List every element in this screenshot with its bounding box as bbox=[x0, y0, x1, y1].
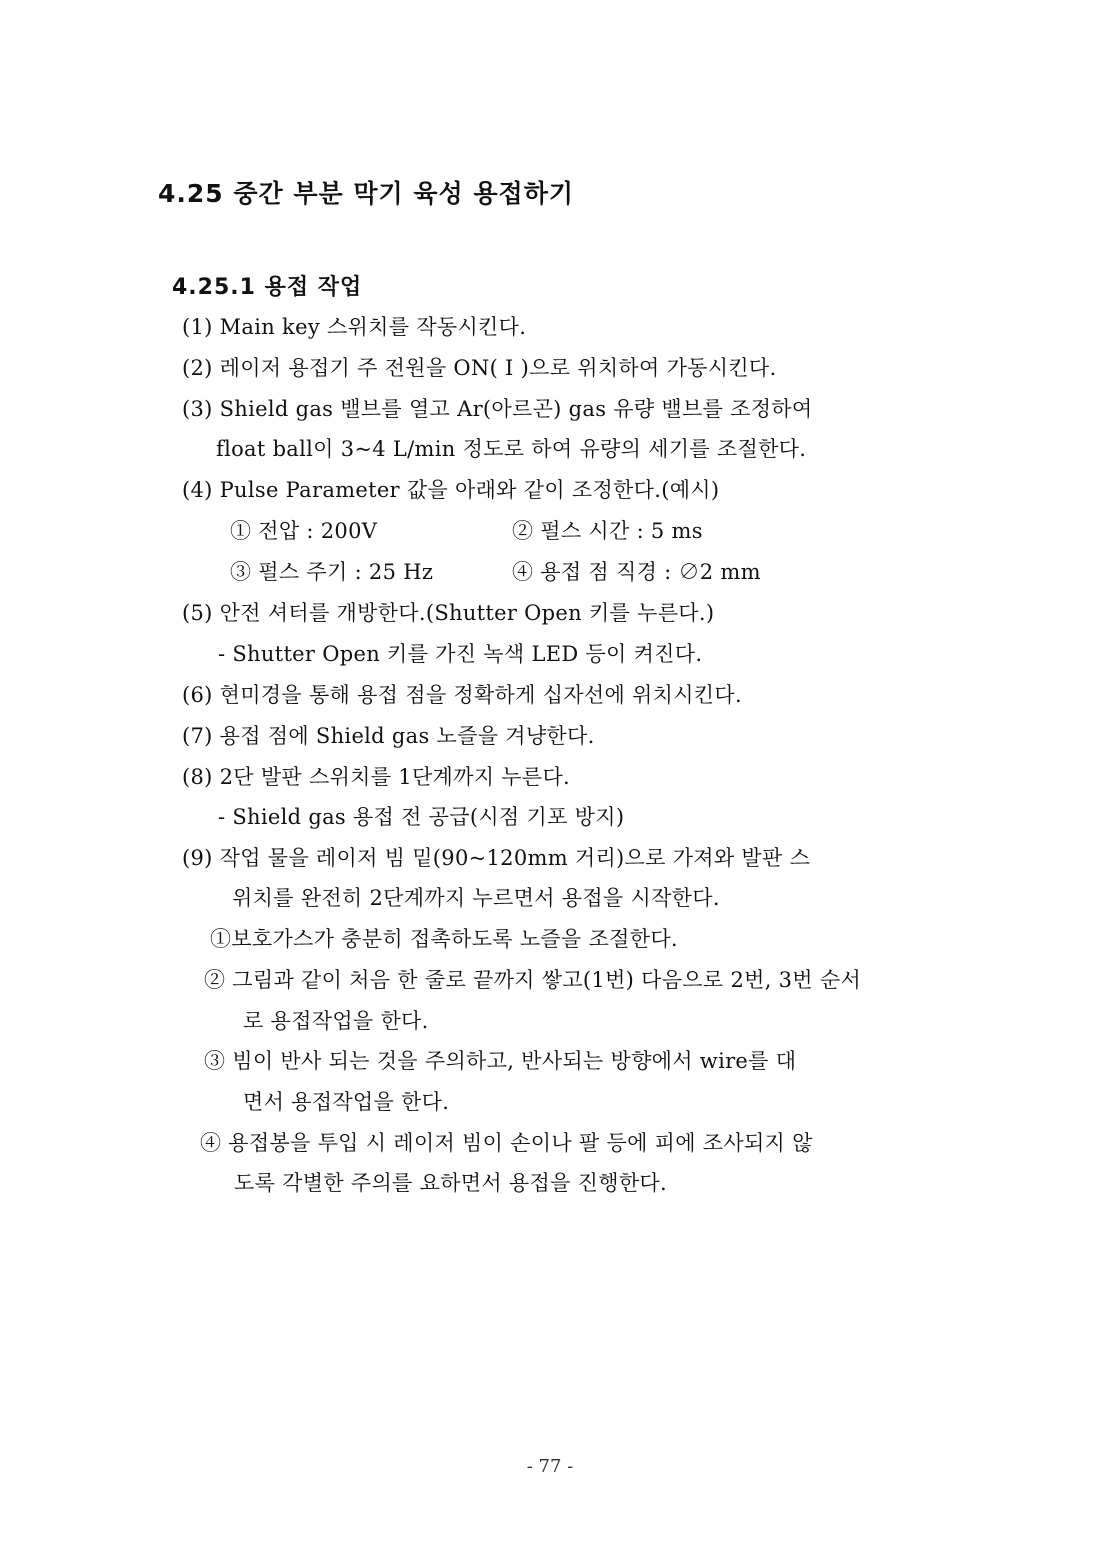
step-4: (4) Pulse Parameter 값을 아래와 같이 조정한다.(예시) bbox=[182, 478, 720, 502]
step-2: (2) 레이저 용접기 주 전원을 ON( I )으로 위치하여 가동시킨다. bbox=[182, 356, 777, 380]
note-3-line-2: 면서 용접작업을 한다. bbox=[243, 1090, 450, 1114]
step-5-note: - Shutter Open 키를 가진 녹색 LED 등이 켜진다. bbox=[218, 642, 703, 666]
step-8-note: - Shield gas 용접 전 공급(시점 기포 방지) bbox=[218, 805, 625, 829]
step-8: (8) 2단 발판 스위치를 1단계까지 누른다. bbox=[182, 765, 571, 789]
section-heading: 4.25 중간 부분 막기 육성 용접하기 bbox=[158, 179, 575, 208]
step-7: (7) 용접 점에 Shield gas 노즐을 겨냥한다. bbox=[182, 724, 595, 748]
note-4-line-1: ④ 용접봉을 투입 시 레이저 빔이 손이나 팔 등에 피에 조사되지 않 bbox=[200, 1131, 813, 1155]
note-2-line-1: ② 그림과 같이 처음 한 줄로 끝까지 쌓고(1번) 다음으로 2번, 3번 순서 bbox=[204, 968, 862, 992]
step-9-line-1: (9) 작업 물을 레이저 빔 밑(90~120mm 거리)으로 가져와 발판 스 bbox=[182, 846, 811, 870]
subsection-heading: 4.25.1 용접 작업 bbox=[172, 275, 363, 300]
step-6: (6) 현미경을 통해 용접 점을 정확하게 십자선에 위치시킨다. bbox=[182, 683, 742, 707]
note-4-line-2: 도록 각별한 주의를 요하면서 용접을 진행한다. bbox=[234, 1171, 667, 1195]
step-3-line-1: (3) Shield gas 밸브를 열고 Ar(아르곤) gas 유량 밸브를 조정하여 bbox=[182, 397, 813, 421]
step-3-line-2: float ball이 3~4 L/min 정도로 하여 유량의 세기를 조절한다. bbox=[216, 437, 807, 461]
pulse-param-voltage: ① 전압 : 200V bbox=[230, 519, 378, 543]
note-2-line-2: 로 용접작업을 한다. bbox=[243, 1009, 429, 1033]
step-1: (1) Main key 스위치를 작동시킨다. bbox=[182, 315, 527, 339]
step-5: (5) 안전 셔터를 개방한다.(Shutter Open 키를 누른다.) bbox=[182, 601, 715, 625]
page-number: - 77 - bbox=[526, 1456, 574, 1477]
pulse-param-pulse-period: ③ 펄스 주기 : 25 Hz bbox=[230, 560, 434, 584]
note-1: ①보호가스가 충분히 접촉하도록 노즐을 조절한다. bbox=[210, 927, 678, 951]
note-3-line-1: ③ 빔이 반사 되는 것을 주의하고, 반사되는 방향에서 wire를 대 bbox=[204, 1049, 797, 1073]
pulse-param-spot-diameter: ④ 용접 점 직경 : ∅2 mm bbox=[512, 560, 761, 584]
pulse-param-pulse-time: ② 펄스 시간 : 5 ms bbox=[512, 519, 703, 543]
step-9-line-2: 위치를 완전히 2단계까지 누르면서 용접을 시작한다. bbox=[232, 886, 720, 910]
